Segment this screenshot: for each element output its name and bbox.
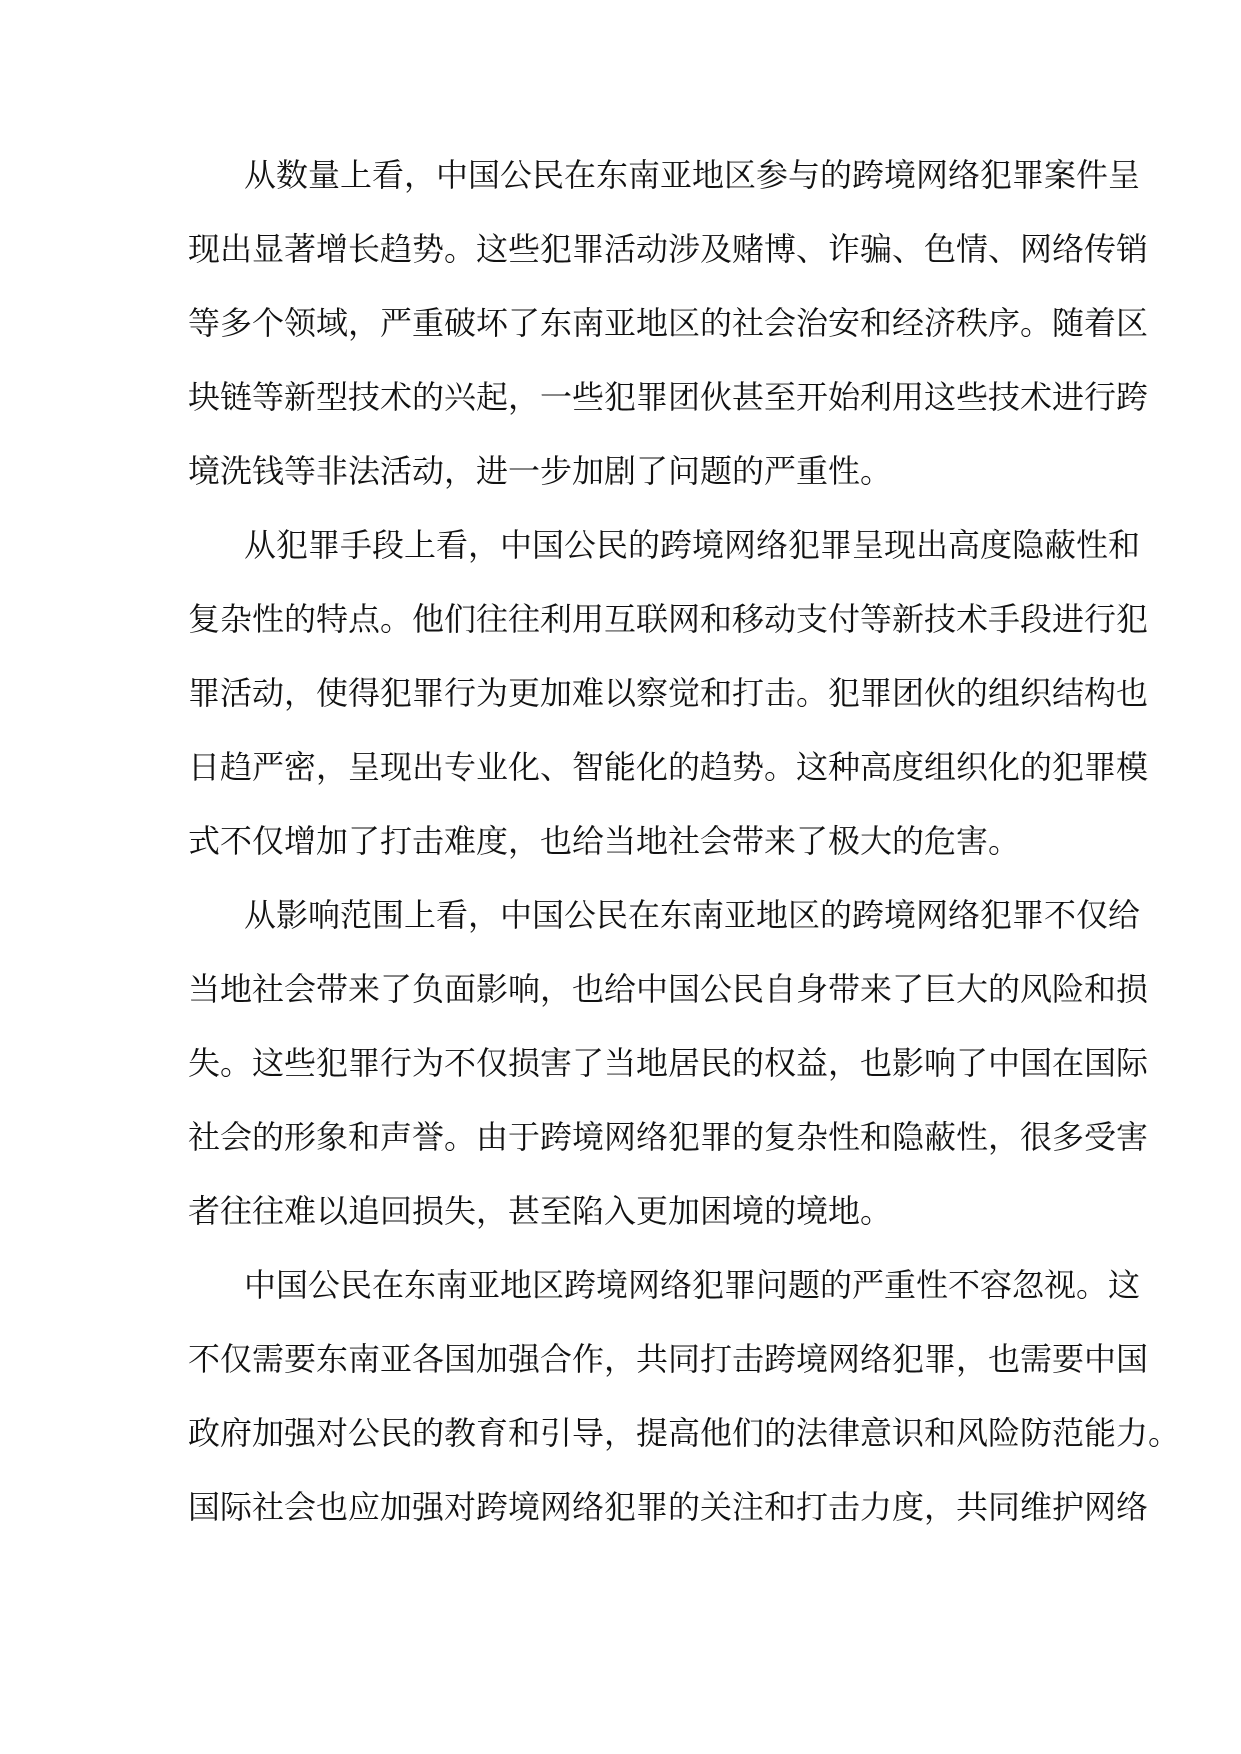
paragraph-line: 从犯罪手段上看，中国公民的跨境网络犯罪呈现出高度隐蔽性和 xyxy=(244,526,1141,564)
paragraph-line: 式不仅增加了打击难度，也给当地社会带来了极大的危害。 xyxy=(188,822,1021,860)
paragraph-line: 块链等新型技术的兴起，一些犯罪团伙甚至开始利用这些技术进行跨 xyxy=(188,378,1149,416)
paragraph-1 xyxy=(188,138,1149,508)
paragraph-3 xyxy=(188,878,1149,1248)
document-body xyxy=(188,138,1181,1544)
paragraph-line: 现出显著增长趋势。这些犯罪活动涉及赌博、诈骗、色情、网络传销 xyxy=(188,230,1149,268)
paragraph-line: 罪活动，使得犯罪行为更加难以察觉和打击。犯罪团伙的组织结构也 xyxy=(188,674,1149,712)
paragraph-line: 境洗钱等非法活动，进一步加剧了问题的严重性。 xyxy=(188,452,893,490)
paragraph-2 xyxy=(188,508,1149,878)
paragraph-line: 从影响范围上看，中国公民在东南亚地区的跨境网络犯罪不仅给 xyxy=(244,896,1141,934)
paragraph-4 xyxy=(188,1248,1181,1544)
paragraph-line: 不仅需要东南亚各国加强合作，共同打击跨境网络犯罪，也需要中国 xyxy=(188,1340,1149,1378)
paragraph-line: 者往往难以追回损失，甚至陷入更加困境的境地。 xyxy=(188,1192,893,1230)
paragraph-line: 等多个领域，严重破坏了东南亚地区的社会治安和经济秩序。随着区 xyxy=(188,304,1149,342)
paragraph-line: 失。这些犯罪行为不仅损害了当地居民的权益，也影响了中国在国际 xyxy=(188,1044,1149,1082)
paragraph-line: 从数量上看，中国公民在东南亚地区参与的跨境网络犯罪案件呈 xyxy=(244,156,1141,194)
paragraph-line: 中国公民在东南亚地区跨境网络犯罪问题的严重性不容忽视。这 xyxy=(244,1266,1141,1304)
paragraph-line: 当地社会带来了负面影响，也给中国公民自身带来了巨大的风险和损 xyxy=(188,970,1149,1008)
paragraph-line: 日趋严密，呈现出专业化、智能化的趋势。这种高度组织化的犯罪模 xyxy=(188,748,1149,786)
paragraph-line: 政府加强对公民的教育和引导，提高他们的法律意识和风险防范能力。 xyxy=(188,1414,1181,1452)
paragraph-line: 国际社会也应加强对跨境网络犯罪的关注和打击力度，共同维护网络 xyxy=(188,1488,1149,1526)
paragraph-line: 复杂性的特点。他们往往利用互联网和移动支付等新技术手段进行犯 xyxy=(188,600,1149,638)
paragraph-line: 社会的形象和声誉。由于跨境网络犯罪的复杂性和隐蔽性，很多受害 xyxy=(188,1118,1149,1156)
